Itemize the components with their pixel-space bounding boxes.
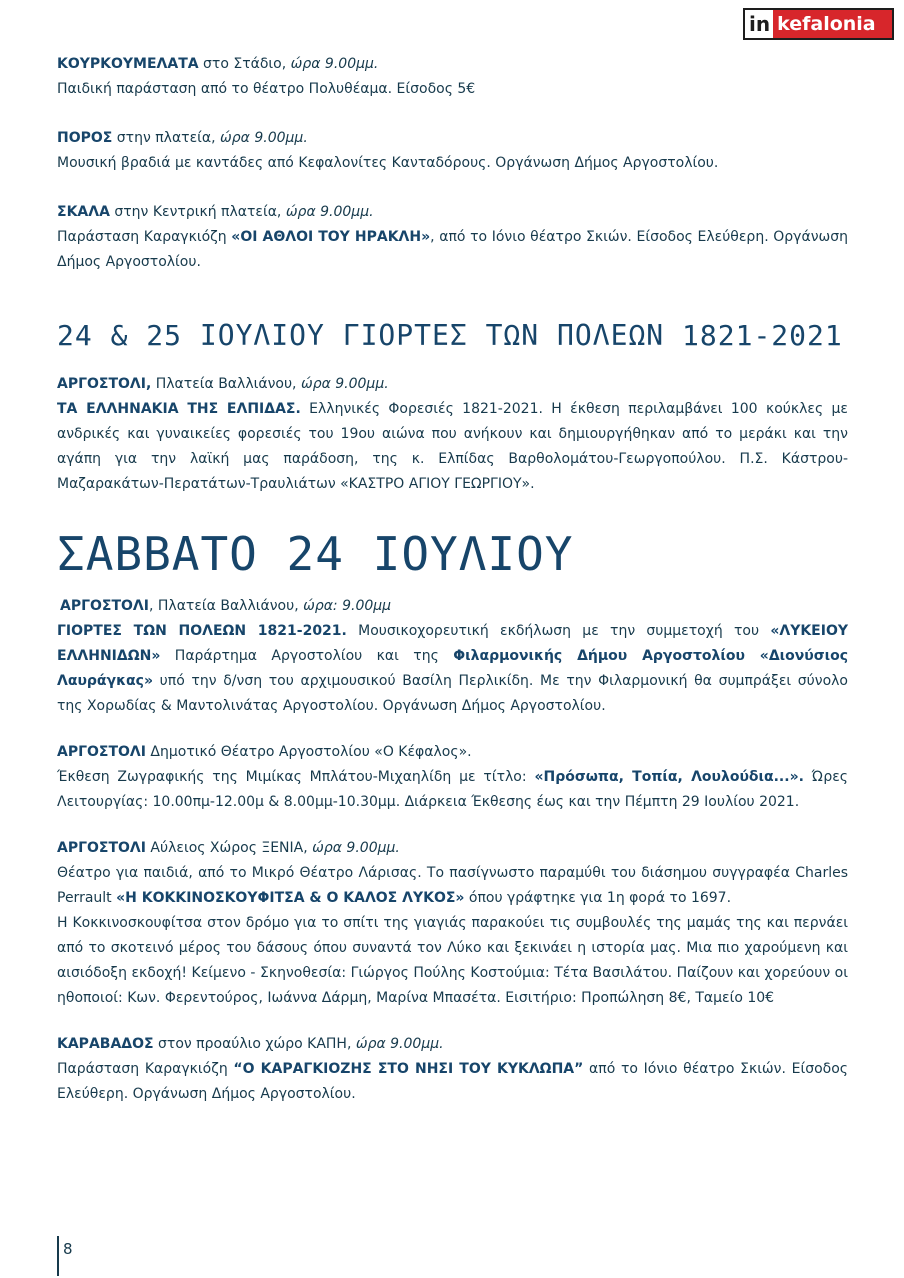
page-number-bar (57, 1236, 59, 1276)
section-red-riding-hood: ΑΡΓΟΣΤΟΛΙ Αύλειος Χώρος ΞΕΝΙΑ, ώρα 9.00μμ. Θέατρο για παιδιά, από το Μικρό Θέατρο Λάρισας. Το πασίγνωστο παραμύθι του διάσημου συγγραφέα Charles Perrault «Η ΚΟΚΚΙΝΟΣΚΟΥΦΙΤΣΑ & Ο ΚΑΛΟΣ ΛΥΚΟΣ» όπου γράφτηκε για 1η φορά το 1697. Η Κοκκινοσκουφίτσα στον δρόμο για το σπίτι της γιαγιάς παρακούει τις συμβουλές της μαμάς της και περνάει από το σκοτεινό μέρος του δάσους όπου συναντά τον Λύκο και ξεκινάει η ιστορία μας. Μια πιο χαρούμενη και αισιόδοξη εκδοχή! Κείμενο - Σκηνοθεσία: Γιώργος Πούλης Κοστούμια: Τέτα Βασιλάτου. Παίζουν και χορεύουν οι ηθοποιοί: Κων. Φερεντούρος, Ιωάννα Δάρμη, Μαρίνα Μπασέτα. Εισιτήριο: Προπώληση 8€, Ταμείο 10€ (57, 840, 848, 1006)
page-number: 8 (63, 1240, 73, 1258)
inkefalonia-logo (743, 8, 894, 40)
event-place: ΣΚΑΛΑ (57, 204, 110, 220)
event-place: ΠΟΡΟΣ (57, 130, 113, 146)
section-painting-exhibition: ΑΡΓΟΣΤΟΛΙ Δημοτικό Θέατρο Αργοστολίου «Ο Κέφαλος». Έκθεση Ζωγραφικής της Μιμίκας Μπλάτου-Μιχαηλίδη με τίτλο: «Πρόσωπα, Τοπία, Λουλούδια...». Ώρες Λειτουργίας: 10.00πμ-12.00μ & 8.00μμ-10.30μμ. Διάρκεια Έκθεσης έως και την Πέμπτη 29 Ιουλίου 2021. (57, 744, 849, 810)
logo-in: in (745, 10, 773, 38)
event-description: Παιδική παράσταση από το θέατρο Πολυθέαμα. Είσοδος 5€ (57, 81, 476, 97)
event-place: ΚΟΥΡΚΟΥΜΕΛΑΤΑ (57, 56, 199, 72)
logo-kefalonia: kefalonia (773, 10, 892, 38)
section-festival-cities: ΑΡΓΟΣΤΟΛΙ, Πλατεία Βαλλιάνου, ώρα: 9.00μμ ΓΙΟΡΤΕΣ ΤΩΝ ΠΟΛΕΩΝ 1821-2021. Μουσικοχορευτική εκδήλωση με την συμμετοχή του «ΛΥΚΕΙΟΥ ΕΛΛΗΝΙΔΩΝ» Παράρτημα Αργοστολίου και της Φιλαρμονικής Δήμου Αργοστολίου «Διονύσιος Λαυράγκας» υπό την δ/νση του αρχιμουσικού Βασίλη Περλικίδη. Με την Φιλαρμονική θα συμπράξει σύνολο της Χορωδίας & Μαντολινάτας Αργοστολίου. Οργάνωση Δήμος Αργοστολίου. (57, 598, 848, 714)
event-skala: ΣΚΑΛΑ στην Κεντρική πλατεία, ώρα 9.00μμ. Παράσταση Καραγκιόζη «ΟΙ ΑΘΛΟΙ ΤΟΥ ΗΡΑΚΛΗ», από το Ιόνιο θέατρο Σκιών. Είσοδος Ελεύθερη. Οργάνωση Δήμος Αργοστολίου. (57, 200, 848, 275)
section-karavados: ΚΑΡΑΒΑΔΟΣ στον προαύλιο χώρο ΚΑΠΗ, ώρα 9.00μμ. Παράσταση Καραγκιόζη “Ο ΚΑΡΑΓΚΙΟΖΗΣ ΣΤΟ ΝΗΣΙ ΤΟΥ ΚΥΚΛΩΠΑ” από το Ιόνιο θέατρο Σκιών. Είσοδος Ελεύθερη. Οργάνωση Δήμος Αργοστολίου. (57, 1036, 848, 1102)
event-kourkoumelata: ΚΟΥΡΚΟΥΜΕΛΑΤΑ στο Στάδιο, ώρα 9.00μμ. Παιδική παράσταση από το θέατρο Πολυθέαμα. Είσοδος 5€ (57, 52, 848, 102)
heading-24-25-july: 24 & 25 ΙΟΥΛΙΟΥ ΓΙΟΡΤΕΣ ΤΩΝ ΠΟΛΕΩΝ 1821-2021 (57, 319, 843, 352)
event-description: Παράσταση Καραγκιόζη «ΟΙ ΑΘΛΟΙ ΤΟΥ ΗΡΑΚΛΗ», από το Ιόνιο θέατρο Σκιών. Είσοδος Ελεύθερη. Οργάνωση Δήμος Αργοστολίου. (57, 229, 848, 270)
section-elpidas-dolls: ΑΡΓΟΣΤΟΛΙ, Πλατεία Βαλλιάνου, ώρα 9.00μμ. ΤΑ ΕΛΛΗΝΑΚΙΑ ΤΗΣ ΕΛΠΙΔΑΣ. Ελληνικές Φορεσιές 1821-2021. Η έκθεση περιλαμβάνει 100 κούκλες με ανδρικές και γυναικείες φορεσιές του 19ου αιώνα που ανήκουν και δημιουργήθηκαν από το μεράκι και την αγάπη για την λαϊκή μας παράδοση, της κ. Ελπίδας Βαρθολομάτου-Γεωργοπούλου. Π.Σ. Κάστρου-Μαζαρακάτων-Περατάτων-Τραυλιάτων «ΚΑΣΤΡΟ ΑΓΙΟΥ ΓΕΩΡΓΙΟΥ». (57, 376, 849, 492)
event-poros: ΠΟΡΟΣ στην πλατεία, ώρα 9.00μμ. Μουσική βραδιά με καντάδες από Κεφαλονίτες Κανταδόρους. Οργάνωση Δήμος Αργοστολίου. (57, 126, 848, 176)
heading-saturday-24-july: ΣΑΒΒΑΤΟ 24 ΙΟΥΛΙΟΥ (57, 527, 574, 581)
event-description: Μουσική βραδιά με καντάδες από Κεφαλονίτες Κανταδόρους. Οργάνωση Δήμος Αργοστολίου. (57, 155, 719, 171)
